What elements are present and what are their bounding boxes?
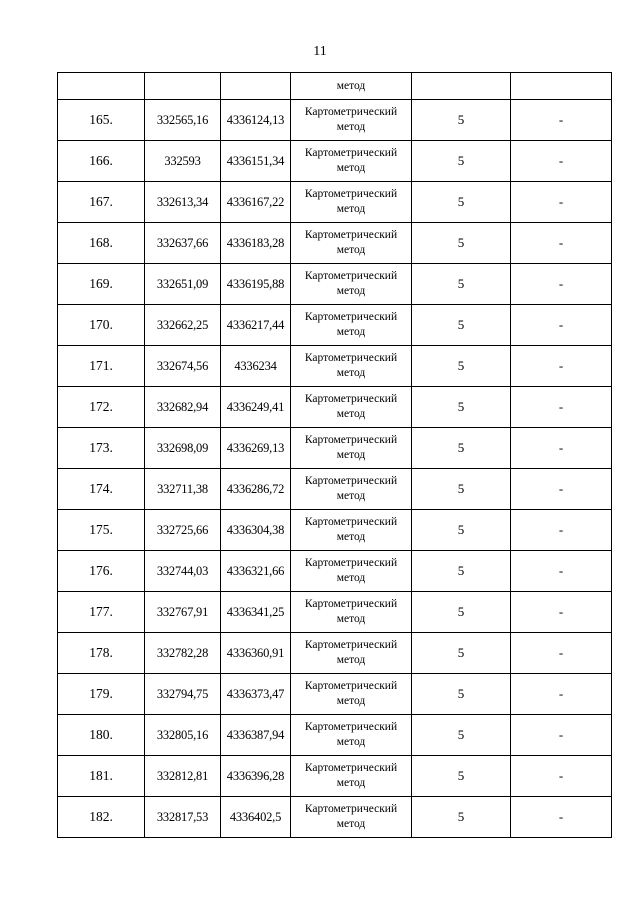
method-cell [291,428,412,469]
method-cell [291,387,412,428]
y-coordinate-cell: 4336304,38 [221,510,291,551]
accuracy-cell: 5 [412,756,511,797]
x-coordinate-cell: 332817,53 [145,797,221,838]
method-line-1: Картометрический [304,557,398,569]
method-line-1: Картометрический [304,598,398,610]
method-line-1: Картометрический [304,639,398,651]
note-cell: - [511,633,612,674]
table-row [58,592,612,633]
note-cell: - [511,756,612,797]
method-cell [291,592,412,633]
method-line-1: Картометрический [304,352,398,364]
note-cell: - [511,674,612,715]
x-coordinate-cell: 332698,09 [145,428,221,469]
y-coordinate-cell: 4336234 [221,346,291,387]
x-coordinate-cell: 332767,91 [145,592,221,633]
method-cell: метод [291,73,412,100]
method-cell [291,100,412,141]
accuracy-cell: 5 [412,551,511,592]
method-line-2: метод [336,244,366,256]
empty-cell [412,73,511,100]
method-line-2: метод [336,695,366,707]
y-coordinate-cell: 4336396,28 [221,756,291,797]
accuracy-cell: 5 [412,633,511,674]
table-row [58,756,612,797]
method-line-1: Картометрический [304,229,398,241]
y-coordinate-cell: 4336321,66 [221,551,291,592]
accuracy-cell: 5 [412,469,511,510]
method-line-2: метод [336,736,366,748]
method-line-2: метод [336,490,366,502]
accuracy-cell: 5 [412,264,511,305]
y-coordinate-cell: 4336183,28 [221,223,291,264]
point-number-cell: 170. [58,305,145,346]
accuracy-cell: 5 [412,592,511,633]
method-line-2: метод [336,367,366,379]
accuracy-cell: 5 [412,797,511,838]
method-cell [291,182,412,223]
page-number: 11 [313,44,327,59]
point-number-cell: 175. [58,510,145,551]
method-line-1: Картометрический [304,147,398,159]
empty-cell [58,73,145,100]
x-coordinate-cell: 332674,56 [145,346,221,387]
table-row [58,182,612,223]
x-coordinate-cell: 332613,34 [145,182,221,223]
x-coordinate-cell: 332593 [145,141,221,182]
method-cell [291,510,412,551]
method-line-2: метод [336,449,366,461]
point-number-cell: 173. [58,428,145,469]
method-line-2: метод [336,572,366,584]
method-line-1: Картометрический [304,803,398,815]
y-coordinate-cell: 4336124,13 [221,100,291,141]
y-coordinate-cell: 4336167,22 [221,182,291,223]
point-number-cell: 171. [58,346,145,387]
method-cell [291,223,412,264]
accuracy-cell: 5 [412,305,511,346]
point-number-cell: 167. [58,182,145,223]
x-coordinate-cell: 332725,66 [145,510,221,551]
x-coordinate-cell: 332682,94 [145,387,221,428]
y-coordinate-cell: 4336249,41 [221,387,291,428]
note-cell: - [511,141,612,182]
note-cell: - [511,428,612,469]
method-cell [291,633,412,674]
y-coordinate-cell: 4336269,13 [221,428,291,469]
point-number-cell: 180. [58,715,145,756]
method-line-2: метод [336,285,366,297]
method-cell [291,551,412,592]
x-coordinate-cell: 332782,28 [145,633,221,674]
accuracy-cell: 5 [412,346,511,387]
method-line-1: Картометрический [304,516,398,528]
accuracy-cell: 5 [412,387,511,428]
method-line-1: Картометрический [304,721,398,733]
point-number-cell: 168. [58,223,145,264]
method-cell [291,674,412,715]
note-cell: - [511,715,612,756]
note-cell: - [511,551,612,592]
note-cell: - [511,510,612,551]
table-row [58,674,612,715]
method-line-2: метод [336,531,366,543]
continuation-row [58,73,612,100]
x-coordinate-cell: 332805,16 [145,715,221,756]
note-cell: - [511,182,612,223]
x-coordinate-cell: 332651,09 [145,264,221,305]
table-row [58,510,612,551]
x-coordinate-cell: 332662,25 [145,305,221,346]
y-coordinate-cell: 4336195,88 [221,264,291,305]
point-number-cell: 179. [58,674,145,715]
y-coordinate-cell: 4336387,94 [221,715,291,756]
table-row [58,797,612,838]
note-cell: - [511,264,612,305]
method-cell [291,264,412,305]
y-coordinate-cell: 4336151,34 [221,141,291,182]
accuracy-cell: 5 [412,510,511,551]
note-cell: - [511,223,612,264]
x-coordinate-cell: 332711,38 [145,469,221,510]
point-number-cell: 165. [58,100,145,141]
table-row [58,387,612,428]
method-line-1: Картометрический [304,475,398,487]
note-cell: - [511,469,612,510]
point-number-cell: 174. [58,469,145,510]
table-row [58,469,612,510]
y-coordinate-cell: 4336373,47 [221,674,291,715]
y-coordinate-cell: 4336217,44 [221,305,291,346]
note-cell: - [511,592,612,633]
method-line-1: Картометрический [304,434,398,446]
note-cell: - [511,797,612,838]
point-number-cell: 181. [58,756,145,797]
accuracy-cell: 5 [412,674,511,715]
note-cell: - [511,346,612,387]
table-row [58,715,612,756]
y-coordinate-cell: 4336286,72 [221,469,291,510]
table-row [58,633,612,674]
method-cell [291,141,412,182]
empty-cell [511,73,612,100]
method-line-2: метод [336,121,366,133]
table-row [58,141,612,182]
note-cell: - [511,305,612,346]
y-coordinate-cell: 4336360,91 [221,633,291,674]
method-line-1: Картометрический [304,106,398,118]
x-coordinate-cell: 332794,75 [145,674,221,715]
accuracy-cell: 5 [412,715,511,756]
method-cell [291,346,412,387]
method-line-1: Картометрический [304,188,398,200]
x-coordinate-cell: 332812,81 [145,756,221,797]
coordinates-table [57,72,612,838]
empty-cell [221,73,291,100]
accuracy-cell: 5 [412,223,511,264]
method-cell [291,797,412,838]
table-row [58,305,612,346]
accuracy-cell: 5 [412,100,511,141]
point-number-cell: 177. [58,592,145,633]
table-row [58,346,612,387]
accuracy-cell: 5 [412,141,511,182]
table-row [58,223,612,264]
note-cell: - [511,387,612,428]
accuracy-cell: 5 [412,182,511,223]
point-number-cell: 169. [58,264,145,305]
point-number-cell: 172. [58,387,145,428]
table-row [58,264,612,305]
method-line-2: метод [336,613,366,625]
x-coordinate-cell: 332744,03 [145,551,221,592]
method-line-1: Картометрический [304,311,398,323]
method-cell [291,305,412,346]
method-line-2: метод [336,203,366,215]
x-coordinate-cell: 332565,16 [145,100,221,141]
point-number-cell: 176. [58,551,145,592]
method-line-1: Картометрический [304,762,398,774]
method-cell [291,756,412,797]
method-line-1: Картометрический [304,393,398,405]
method-cell [291,469,412,510]
method-line-1: Картометрический [304,270,398,282]
note-cell: - [511,100,612,141]
x-coordinate-cell: 332637,66 [145,223,221,264]
table-body [58,73,612,838]
point-number-cell: 178. [58,633,145,674]
point-number-cell: 182. [58,797,145,838]
table-row [58,551,612,592]
accuracy-cell: 5 [412,428,511,469]
method-line-1: Картометрический [304,680,398,692]
method-line-2: метод [336,818,366,830]
method-line-2: метод [336,162,366,174]
table-row [58,100,612,141]
table-row [58,428,612,469]
y-coordinate-cell: 4336402,5 [221,797,291,838]
empty-cell [145,73,221,100]
method-line-2: метод [336,654,366,666]
method-cell [291,715,412,756]
method-line-2: метод [336,326,366,338]
point-number-cell: 166. [58,141,145,182]
method-line-2: метод [336,777,366,789]
method-line-2: метод [336,408,366,420]
y-coordinate-cell: 4336341,25 [221,592,291,633]
